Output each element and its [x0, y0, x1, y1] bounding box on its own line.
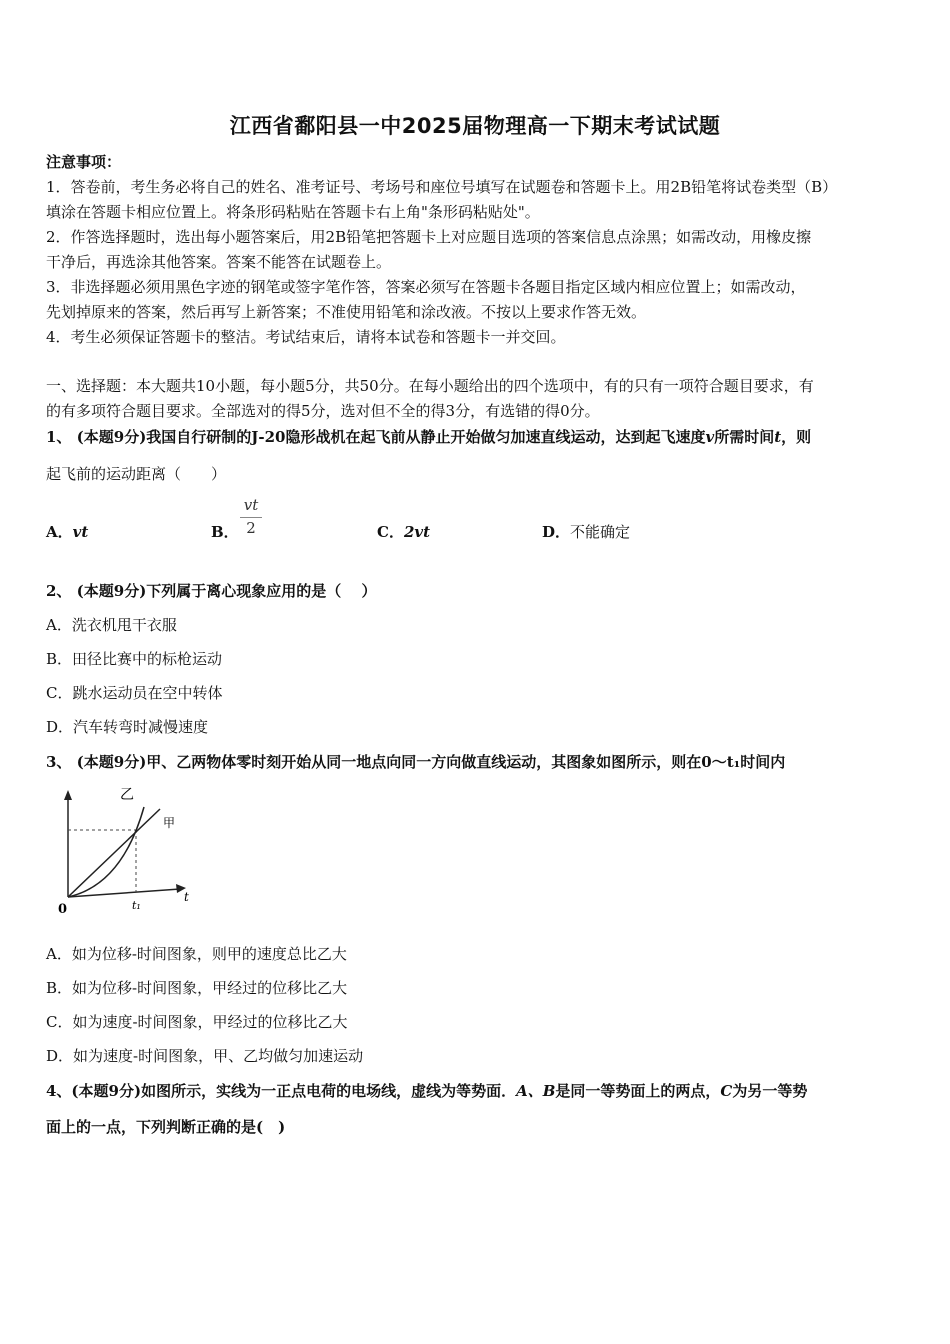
- q1-option-a-label: A．: [46, 523, 73, 541]
- q4-mid: 是同一等势面上的两点，: [555, 1082, 721, 1100]
- q3-option-a: A．如为位移-时间图象，则甲的速度总比乙大: [46, 945, 347, 963]
- q4-prefix: 4、(本题9分)如图所示，实线为一正点电荷的电场线，虚线为等势面．: [46, 1082, 517, 1100]
- label-t-axis: t: [184, 890, 189, 904]
- q1-option-d-label: D．: [542, 523, 571, 541]
- section-instructions: 一、选择题：本大题共10小题，每小题5分，共50分。在每小题给出的四个选项中，有的只有一项符合题目要求，有: [46, 377, 814, 395]
- page-title: 江西省鄱阳县一中2025届物理高一下期末考试试题: [229, 114, 721, 138]
- fraction-numerator: vt: [243, 496, 259, 514]
- q1-var-v: v: [705, 428, 715, 446]
- fraction-denominator: 2: [246, 519, 256, 537]
- q1-stem: [46, 427, 811, 447]
- q1-option-b-fraction: [238, 496, 264, 537]
- q1-stem-line2: 起飞前的运动距离（ ）: [46, 465, 227, 483]
- q1-mid: 所需时间: [714, 428, 775, 446]
- q2-option-d: D．汽车转弯时减慢速度: [46, 718, 209, 736]
- q4-points-ab: A、B: [516, 1082, 556, 1100]
- y-axis-arrow: [64, 790, 72, 800]
- notice-line: 干净后，再选涂其他答案。答案不能答在试题卷上。: [46, 253, 392, 271]
- q1-option-a: [46, 522, 88, 542]
- q3-option-b: B．如为位移-时间图象，甲经过的位移比乙大: [46, 979, 348, 997]
- q3-stem: 3、 (本题9分)甲、乙两物体零时刻开始从同一地点向同一方向做直线运动，其图象如图所示，则在0～t₁时间内: [46, 753, 786, 771]
- notice-line: 1．答卷前，考生务必将自己的姓名、准考证号、考场号和座位号填写在试题卷和答题卡上。用2B铅笔将试卷类型（B）: [46, 178, 838, 196]
- label-t1: t₁: [132, 899, 141, 912]
- q4-suffix: 为另一等势: [732, 1082, 808, 1100]
- notice-line: 填涂在答题卡相应位置上。将条形码粘贴在答题卡右上角"条形码粘贴处"。: [46, 203, 540, 221]
- label-yi: 乙: [120, 787, 134, 803]
- q4-stem-line2: 面上的一点，下列判断正确的是( ): [46, 1118, 286, 1136]
- q2-option-b: B．田径比赛中的标枪运动: [46, 650, 223, 668]
- notice-line: 3．非选择题必须用黑色字迹的钢笔或签字笔作答，答案必须写在答题卡各题目指定区域内相应位置上；如需改动，: [46, 278, 806, 296]
- q4-point-c: C: [720, 1082, 733, 1100]
- q1-option-c-label: C．: [377, 523, 404, 541]
- label-jia: 甲: [163, 816, 176, 830]
- notice-line: 先划掉原来的答案，然后再写上新答案；不准使用铅笔和涂改液。不按以上要求作答无效。: [46, 303, 647, 321]
- q1-var-t: t: [774, 428, 782, 446]
- q2-option-c: C．跳水运动员在空中转体: [46, 684, 223, 702]
- q1-suffix: ，则: [781, 428, 812, 446]
- fraction-bar: [240, 517, 262, 518]
- q1-option-a-value: vt: [72, 523, 89, 541]
- line-jia: [68, 809, 160, 897]
- notice-line: 4．考生必须保证答题卡的整洁。考试结束后，请将本试卷和答题卡一并交回。: [46, 328, 566, 346]
- q3-graph: [52, 785, 197, 920]
- q4-stem: [46, 1081, 807, 1101]
- notice-heading: 注意事项：: [46, 153, 122, 171]
- notice-line: 2．作答选择题时，选出每小题答案后，用2B铅笔把答题卡上对应题目选项的答案信息点涂黑；如需改动，用橡皮擦: [46, 228, 812, 246]
- q1-option-d: [542, 522, 630, 542]
- q2-stem: 2、 (本题9分)下列属于离心现象应用的是（ ）: [46, 582, 377, 600]
- q3-option-c: C．如为速度-时间图象，甲经过的位移比乙大: [46, 1013, 348, 1031]
- q2-option-a: A．洗衣机甩干衣服: [46, 616, 177, 634]
- q1-option-c-value: 2vt: [403, 523, 431, 541]
- x-axis: [68, 889, 180, 897]
- q3-option-d: D．如为速度-时间图象，甲、乙均做匀加速运动: [46, 1047, 364, 1065]
- curve-yi: [68, 807, 144, 897]
- q1-option-c: [377, 522, 430, 542]
- q1-prefix: 1、 (本题9分)我国自行研制的J-20隐形战机在起飞前从静止开始做匀加速直线运动，达到起飞速度: [46, 428, 706, 446]
- q1-option-b-label: B．: [211, 523, 239, 541]
- label-origin: 0: [58, 902, 68, 917]
- q1-option-d-value: 不能确定: [570, 523, 631, 541]
- section-instructions: 的有多项符合题目要求。全部选对的得5分，选对但不全的得3分，有选错的得0分。: [46, 402, 600, 420]
